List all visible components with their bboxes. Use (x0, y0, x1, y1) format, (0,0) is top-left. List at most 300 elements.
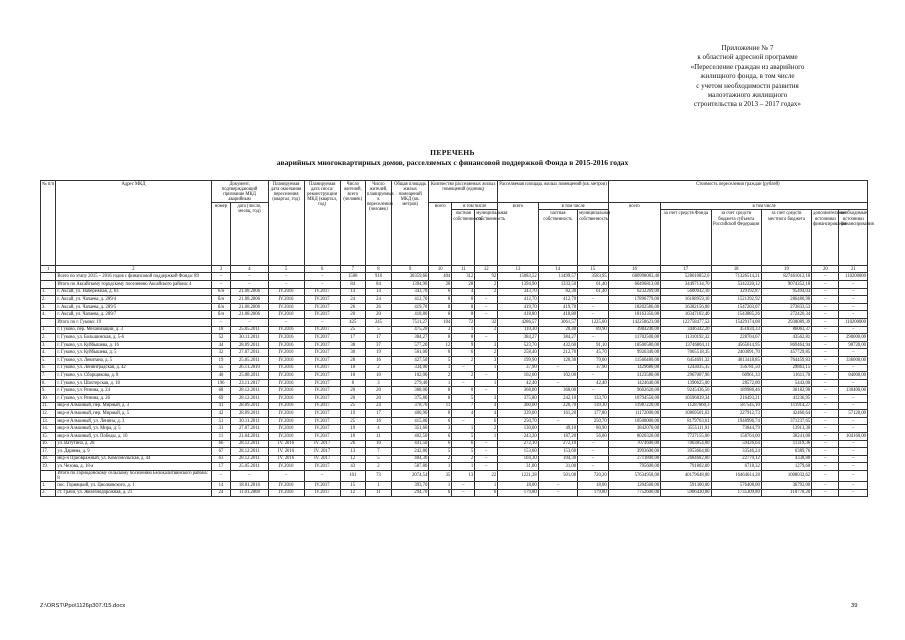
table-cell: IV.2017 (304, 349, 340, 357)
address-cell: мкр-н Алмазный, ул. Мира, д. 5 (56, 425, 211, 433)
table-cell: 14 (365, 288, 391, 296)
table-cell: 11310192,32 (661, 334, 711, 342)
address-cell: г. Аксай, ул. Набережная, д. 63 (56, 288, 211, 296)
table-cell: 60496813,00 (608, 281, 661, 289)
table-cell: 56,00 (578, 432, 609, 440)
table-row (41, 440, 868, 448)
table-cell: 40179648,00 (661, 470, 711, 481)
table-cell: 3583,95 (578, 273, 609, 281)
table-cell: 20 (429, 281, 452, 289)
table-cell: 66 (211, 440, 231, 448)
table-cell: 34497134,70 (661, 281, 711, 289)
table-cell: 15 (340, 482, 365, 490)
table-cell: 334,00 (392, 364, 429, 372)
table-row (41, 417, 868, 425)
table-cell: б/н (211, 288, 231, 296)
table-cell: 2 (475, 425, 498, 433)
table-cell: – (304, 470, 340, 481)
table-row (41, 303, 868, 311)
table-cell: 6 (429, 440, 452, 448)
table-cell: 6 (475, 417, 498, 425)
table-cell: 5. (41, 357, 56, 365)
table-cell: 1 (475, 482, 498, 490)
table-cell (41, 281, 56, 289)
table-cell: – (475, 455, 498, 463)
table-cell: 9602620,00 (608, 387, 661, 395)
table-cell: 18,00 (578, 482, 609, 490)
table-cell: 6 (475, 489, 498, 497)
table-cell: 5906430,00 (661, 489, 711, 497)
table-cell: 312 (452, 273, 475, 281)
header-cell: за счет средств бюджета субъекта Российской Федерации (711, 210, 761, 266)
table-cell: 11987220,00 (608, 402, 661, 410)
table-cell: 73 (365, 470, 391, 481)
table-cell: 28.12.2011 (231, 394, 268, 402)
table-cell: – (839, 379, 868, 387)
table-cell: – (839, 288, 868, 296)
table-cell: – (475, 372, 498, 380)
table-cell: 3. (41, 341, 56, 349)
table-cell: – (578, 463, 609, 471)
table-cell: 2 (475, 288, 498, 296)
table-cell: 4 (452, 410, 475, 418)
address-cell: Всего по этапу 2015 – 2016 годов с финансовой поддержкой Фонда: 89 (56, 273, 211, 281)
table-cell: 12 (340, 489, 365, 497)
table-cell: б/н (211, 296, 231, 304)
table-cell: IV.2017 (304, 417, 340, 425)
header-cell: Стоимость переселения граждан (рублей) (608, 181, 867, 203)
table-cell: 12. (41, 410, 56, 418)
table-cell: 120,30 (538, 357, 577, 365)
file-path: Z:\ORST\Ppo\1126p307.f15.docx (40, 603, 126, 609)
document-subtitle: аварийных многоквартирных домов, расселяемых с финансовой поддержкой Фонда в 2015-2016 годах (276, 158, 629, 167)
table-cell: 22779,12 (711, 455, 761, 463)
column-number-cell: 13 (498, 266, 538, 273)
table-cell: 158764,00 (711, 432, 761, 440)
table-cell: 1. (41, 482, 56, 490)
table-cell: 10869501,63 (661, 410, 711, 418)
appendix-line: «Переселение граждан из аварийного (690, 62, 805, 71)
table-cell: – (839, 425, 868, 433)
table-cell: 31,00 (498, 463, 538, 471)
table-cell: IV.2017 (304, 425, 340, 433)
table-cell: 43562,81 (761, 334, 811, 342)
table-cell: 16 (365, 357, 391, 365)
page-number: 39 (851, 603, 858, 609)
table-cell: 4 (475, 410, 498, 418)
table-cell: 25.05.2011 (231, 357, 268, 365)
table-cell: 4. (41, 349, 56, 357)
table-cell: 42460,64 (761, 410, 811, 418)
column-number-cell: 6 (304, 266, 340, 273)
table-cell: 79,60 (578, 357, 609, 365)
table-cell: 3446342,20 (661, 326, 711, 334)
table-cell: 41 (211, 402, 231, 410)
table-cell: – (538, 482, 577, 490)
table-cell: 11 (429, 402, 452, 410)
table-cell: – (839, 470, 868, 481)
table-cell: 17 (211, 463, 231, 471)
table-cell: 130,00 (498, 425, 538, 433)
table-row (41, 311, 868, 319)
table-cell: 30 (340, 349, 365, 357)
table-cell: 3 (475, 357, 498, 365)
table-cell: 329192,87 (711, 288, 761, 296)
table-cell: 72 (452, 319, 475, 327)
table-cell: 19 (211, 357, 231, 365)
table-cell: 28572,00 (711, 379, 761, 387)
table-cell: 1 (452, 463, 475, 471)
table-cell: 3842070,00 (608, 425, 661, 433)
total-row (41, 470, 868, 481)
table-cell: 16188959,10 (661, 296, 711, 304)
table-cell: 16 (365, 417, 391, 425)
column-number-cell: 12 (475, 266, 498, 273)
column-number-cell: 19 (761, 266, 811, 273)
table-cell: 5443,00 (761, 379, 811, 387)
table-cell: 61,40 (578, 281, 609, 289)
table-row (41, 364, 868, 372)
table-cell: 9 (452, 341, 475, 349)
table-cell: IV.2016 (268, 349, 304, 357)
table-cell: IV.2016 (268, 364, 304, 372)
table-cell: 7003854,00 (661, 440, 711, 448)
table-cell: 7752600,00 (608, 489, 661, 497)
table-cell: 36792,00 (761, 482, 811, 490)
table-row (41, 482, 868, 490)
table-cell: – (475, 334, 498, 342)
table-cell: 1225,00 (578, 319, 609, 327)
table-cell: 404,30 (392, 455, 429, 463)
table-cell: 404 (429, 273, 452, 281)
table-cell: 368,00 (538, 387, 577, 395)
table-cell: 384,27 (538, 334, 577, 342)
table-cell: 577,20 (392, 341, 429, 349)
table-row (41, 402, 868, 410)
table-cell: 1204500,00 (608, 482, 661, 490)
table-cell: IV.2017 (304, 341, 340, 349)
table-cell: – (475, 440, 498, 448)
table-cell: 2711800,00 (608, 455, 661, 463)
table-cell: 375,80 (392, 394, 429, 402)
table-cell: – (452, 482, 475, 490)
column-number-cell: 7 (340, 266, 365, 273)
table-cell: 375,80 (498, 394, 538, 402)
table-cell: 110770,20 (761, 489, 811, 497)
table-cell: 29863,15 (761, 364, 811, 372)
table-cell: 279,40 (392, 379, 429, 387)
address-cell: Итого по г. Гуково: 19 (56, 319, 211, 327)
column-number-cell: 10 (429, 266, 452, 273)
table-cell: IV.2016 (268, 489, 304, 497)
table-cell: 82,30 (538, 288, 577, 296)
table-cell: 28.12.2011 (231, 455, 268, 463)
table-cell: 43 (340, 463, 365, 471)
table-cell: 2. (41, 489, 56, 497)
header-cell: муниципальная собственность (578, 210, 609, 266)
header-cell: в том числе (452, 203, 498, 210)
table-cell: 441,50 (392, 440, 429, 448)
header-cell: Планируемая дата окончания переселения (квартал, год) (268, 181, 304, 266)
table-cell: IV. 2017 (304, 448, 340, 456)
table-cell: 86063,37 (761, 326, 811, 334)
table-cell: 3 (365, 379, 391, 387)
table-cell: 5 (452, 448, 475, 456)
table-cell: 30241,00 (761, 432, 811, 440)
column-number-cell: 9 (392, 266, 429, 273)
table-cell: 6 (429, 489, 452, 497)
table-cell: 272,10 (498, 440, 538, 448)
table-cell: 3953664,00 (661, 448, 711, 456)
table-cell: 28.12.2011 (231, 448, 268, 456)
table-cell: 336000,00 (839, 357, 868, 365)
table-cell: 258,40 (498, 349, 538, 357)
table-cell: 40 (211, 372, 231, 380)
table-cell: 795600,00 (608, 463, 661, 471)
table-cell: – (812, 425, 839, 433)
table-cell: – (578, 303, 609, 311)
table-cell: 24 (365, 296, 391, 304)
table-cell: IV. 2017 (304, 440, 340, 448)
table-cell: 133,70 (578, 394, 609, 402)
table-cell: 2 (429, 455, 452, 463)
table-cell (41, 273, 56, 281)
table-cell: 3984240,00 (608, 326, 661, 334)
table-cell: 8 (452, 296, 475, 304)
table-cell: 8 (429, 296, 452, 304)
table-cell: 4 (365, 425, 391, 433)
table-cell: 18202586,00 (608, 303, 661, 311)
table-cell: 228704,67 (711, 334, 761, 342)
table-cell: 13. (41, 417, 56, 425)
table-cell: 8179763,61 (661, 417, 711, 425)
table-cell: 1948996,74 (711, 417, 761, 425)
table-cell: IV.2016 (268, 394, 304, 402)
table-cell: 7 (365, 448, 391, 456)
table-cell: 1390625,00 (661, 379, 711, 387)
header-cell: в том числе (538, 203, 608, 210)
address-cell: г. Гуково, пер. Механизации, д. 3 (56, 326, 211, 334)
table-cell: 11172000,00 (608, 410, 661, 418)
column-number-cell: 21 (839, 266, 868, 273)
column-number-cell: 5 (268, 266, 304, 273)
table-body (41, 273, 868, 497)
address-cell: мкр-н Алмазный, ул. Ленина, д. 3 (56, 417, 211, 425)
table-cell: 273833,53 (761, 303, 811, 311)
table-cell: – (304, 273, 340, 281)
table-cell: 1243035,35 (661, 364, 711, 372)
table-cell: – (839, 281, 868, 289)
table-cell: 3 (475, 341, 498, 349)
table-cell: 4338,88 (761, 455, 811, 463)
table-cell: 10500000,00 (608, 417, 661, 425)
table-cell: 5 (452, 432, 475, 440)
table-cell: 130400,00 (839, 387, 868, 395)
table-cell: 250,70 (498, 417, 538, 425)
header-cell: Адрес МКД (56, 181, 211, 266)
table-row (41, 432, 868, 440)
address-cell: г. Аксай, ул. Чапаева, д. 289/7 (56, 311, 211, 319)
table-cell: 827461012,18 (761, 273, 811, 281)
header-cell: муниципальная собственность (475, 210, 498, 266)
table-cell: 102,00 (538, 372, 577, 380)
table-cell: 272,10 (538, 440, 577, 448)
table-cell: – (839, 364, 868, 372)
table-cell: 6 (429, 432, 452, 440)
table-cell: IV. 2017 (304, 455, 340, 463)
table-cell: 9245436,56 (661, 387, 711, 395)
header-cell: в том числе (661, 203, 868, 210)
table-cell: – (304, 281, 340, 289)
table-cell: – (812, 357, 839, 365)
table-cell: 371237,65 (761, 417, 811, 425)
table-cell: б/н (211, 311, 231, 319)
table-cell: 122758477,52 (661, 319, 711, 327)
table-cell: IV.2016 (268, 410, 304, 418)
table-cell: 26 (340, 440, 365, 448)
table-cell: 1 (452, 425, 475, 433)
table-cell: 1429680,00 (608, 364, 661, 372)
table-cell: IV.2016 (268, 296, 304, 304)
table-cell: IV.2017 (304, 303, 340, 311)
table-cell: 6232269,00 (608, 288, 661, 296)
table-cell: 2403091,70 (711, 349, 761, 357)
table-cell: 3 (429, 326, 452, 334)
table-cell: 11319,36 (761, 440, 811, 448)
column-number-cell: 18 (711, 266, 761, 273)
table-cell: IV.2017 (304, 463, 340, 471)
table-cell: – (578, 296, 609, 304)
table-cell: 110,30 (498, 326, 538, 334)
table-cell: 216493,21 (711, 394, 761, 402)
table-cell: 68 (211, 387, 231, 395)
table-cell: – (538, 379, 577, 387)
table-cell: 61,40 (578, 288, 609, 296)
table-cell: 6 (452, 349, 475, 357)
table-cell: – (812, 379, 839, 387)
table-cell: 4 (475, 402, 498, 410)
header-cell: за счет средств местного бюджета (761, 210, 811, 266)
table-cell: 24 (340, 296, 365, 304)
table-cell: 69 (211, 394, 231, 402)
table-cell: IV.2016 (268, 311, 304, 319)
table-cell: 60961,33 (711, 372, 761, 380)
table-cell: 6389,76 (761, 448, 811, 456)
table-cell: IV.2016 (268, 482, 304, 490)
table-cell: 1 (429, 482, 452, 490)
table-cell: IV.2016 (268, 341, 304, 349)
table-cell: 44 (211, 341, 231, 349)
table-cell: – (812, 319, 839, 327)
table-cell: 51 (211, 417, 231, 425)
table-cell: 37 (365, 341, 391, 349)
table-cell: 384,27 (392, 334, 429, 342)
table-cell: 1543885,26 (711, 311, 761, 319)
table-cell: 156781,50 (711, 364, 761, 372)
table-cell: 2 (365, 364, 391, 372)
table-cell: – (475, 296, 498, 304)
address-cell: Итого по Горнодонскому сельскому поселению Белокалитвинского района: 8 (56, 470, 211, 481)
table-cell: 17 (365, 334, 391, 342)
table-cell: 9074352,18 (761, 281, 811, 289)
table-cell: – (452, 364, 475, 372)
table-cell: – (812, 448, 839, 456)
table-cell: – (839, 326, 868, 334)
address-cell: мкр-н Алмазный, ул. Победы, д. 10 (56, 432, 211, 440)
table-cell: 19 (340, 425, 365, 433)
table-cell: 2 (475, 326, 498, 334)
table-cell: 45,70 (578, 349, 609, 357)
table-cell: 425 (340, 319, 365, 327)
table-cell: – (452, 417, 475, 425)
header-cell: Число жителей, всего (человек) (340, 181, 365, 266)
table-cell: 13 (340, 448, 365, 456)
table-cell: 384,27 (498, 334, 538, 342)
table-cell: 16. (41, 440, 56, 448)
table-cell: 7065518,35 (661, 349, 711, 357)
table-cell: 19. (41, 463, 56, 471)
table-cell: – (812, 334, 839, 342)
table-cell: 5 (365, 326, 391, 334)
table-cell: 412,70 (538, 296, 577, 304)
table-cell: 177,80 (578, 410, 609, 418)
table-cell: 20 (340, 394, 365, 402)
table-cell: – (839, 394, 868, 402)
table-cell: 17 (365, 410, 391, 418)
table-cell: IV. 2016 (268, 455, 304, 463)
table-cell: 393,70 (392, 482, 429, 490)
table-cell: 419,70 (392, 303, 429, 311)
table-cell: 4286,57 (498, 319, 538, 327)
table-cell: 415,80 (392, 417, 429, 425)
table-cell: 212,70 (538, 349, 577, 357)
table-cell: – (839, 489, 868, 497)
table-cell: 3555111,91 (661, 425, 711, 433)
table-cell: – (475, 387, 498, 395)
table-cell: 8 (429, 334, 452, 342)
table-cell: 14 (211, 482, 231, 490)
table-cell: 7074600,00 (608, 440, 661, 448)
table-cell: 5 (429, 448, 452, 456)
table-cell: 9. (41, 387, 56, 395)
table-cell: 2938089,39 (761, 319, 811, 327)
table-cell: – (812, 273, 839, 281)
table-cell: 84000,00 (839, 372, 868, 380)
table-cell: 587,80 (392, 463, 429, 471)
table-cell: 242,10 (538, 394, 577, 402)
table-row (41, 410, 868, 418)
table-cell: 1547203,07 (711, 303, 761, 311)
table-cell: IV.2017 (304, 432, 340, 440)
table-row (41, 326, 868, 334)
table-cell: 286480,98 (761, 296, 811, 304)
address-cell: г. Гуково, ул. Сборщикова, д. 8 (56, 372, 211, 380)
table-cell: 7 (452, 402, 475, 410)
table-cell: 110200000 (839, 319, 868, 327)
table-cell: – (812, 296, 839, 304)
table-cell: 2 (429, 372, 452, 380)
table-cell: – (578, 372, 609, 380)
header-cell: частная собственность (538, 210, 577, 266)
table-cell: – (578, 387, 609, 395)
table-cell: IV.2017 (304, 288, 340, 296)
table-cell: 26.11.2010 (231, 364, 268, 372)
table-row (41, 357, 868, 365)
table-cell: 104,30 (538, 455, 577, 463)
table-cell: 14. (41, 425, 56, 433)
appendix-line: Приложение № 7 (721, 44, 774, 52)
table-cell: 189986,46 (711, 387, 761, 395)
